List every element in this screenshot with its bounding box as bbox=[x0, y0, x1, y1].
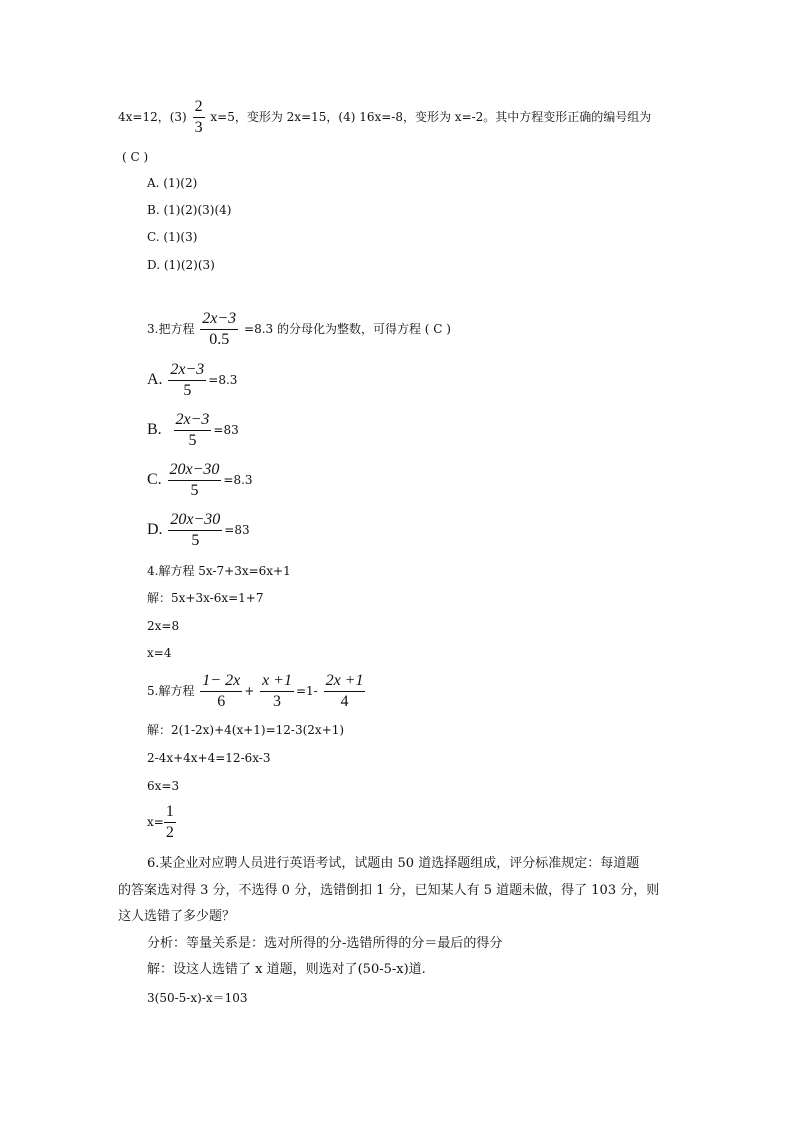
q3-stem-post: =8.3 的分母化为整数，可得方程 ( C ) bbox=[244, 322, 451, 336]
q5-fraction-2-numerator: x +1 bbox=[260, 672, 294, 692]
q2-statement-line bbox=[118, 98, 651, 137]
q5-plus: + bbox=[244, 684, 255, 698]
q3-option-denominator: 5 bbox=[188, 432, 197, 449]
q3-stem-pre: 3.把方程 bbox=[147, 322, 195, 336]
q3-option-rhs: =83 bbox=[224, 523, 250, 537]
q2-option-d: D. (1)(2)(3) bbox=[147, 258, 215, 272]
q5-fraction-3-denominator: 4 bbox=[340, 693, 349, 710]
q2-option-a: A. (1)(2) bbox=[147, 176, 198, 190]
q5-stem bbox=[147, 672, 367, 711]
q4-step-1: 解：5x+3x-6x=1+7 bbox=[147, 591, 264, 605]
q3-option-b bbox=[147, 411, 239, 450]
q3-stem bbox=[147, 310, 451, 349]
q2-fraction bbox=[193, 98, 205, 137]
q5-answer-pre: x= bbox=[147, 815, 164, 829]
q6-line-1: 6.某企业对应聘人员进行英语考试，试题由 50 道选择题组成，评分标准规定：每道题 bbox=[147, 856, 640, 871]
q3-option-letter: B. bbox=[147, 421, 162, 438]
q6-line-2: 的答案选对得 3 分，不选得 0 分，选错倒扣 1 分，已知某人有 5 道题未做，得了 103 分，则 bbox=[118, 883, 660, 898]
q3-stem-numerator: 2x−3 bbox=[200, 310, 238, 330]
q3-option-rhs: =8.3 bbox=[223, 473, 253, 487]
q6-equation: 3(50-5-x)-x＝103 bbox=[147, 991, 248, 1005]
q3-option-numerator: 2x−3 bbox=[174, 411, 212, 431]
q4-stem: 4.解方程 5x-7+3x=6x+1 bbox=[147, 564, 291, 578]
q3-option-letter: C. bbox=[147, 471, 162, 488]
q3-option-fraction bbox=[174, 411, 212, 450]
q5-answer-denominator: 2 bbox=[165, 824, 174, 841]
q5-stem-pre: 5.解方程 bbox=[147, 684, 195, 698]
q5-fraction-1-denominator: 6 bbox=[217, 693, 226, 710]
q3-option-denominator: 5 bbox=[191, 532, 200, 549]
q2-statement-pre: 4x=12，(3) bbox=[118, 110, 187, 124]
q6-analysis: 分析：等量关系是：选对所得的分-选错所得的分＝最后的得分 bbox=[147, 936, 503, 951]
q3-option-numerator: 2x−3 bbox=[168, 361, 206, 381]
q4-step-3: x=4 bbox=[147, 646, 172, 660]
q3-option-fraction bbox=[168, 461, 222, 500]
q3-option-fraction bbox=[168, 361, 206, 400]
q5-fraction-3-numerator: 2x +1 bbox=[324, 672, 366, 692]
q3-option-numerator: 20x−30 bbox=[168, 461, 222, 481]
q5-mid: =1- bbox=[295, 684, 318, 698]
q3-option-denominator: 5 bbox=[190, 482, 199, 499]
q5-answer-fraction bbox=[164, 803, 176, 842]
q2-option-b: B. (1)(2)(3)(4) bbox=[147, 203, 232, 217]
q2-fraction-denominator: 3 bbox=[194, 119, 203, 136]
q5-fraction-1-numerator: 1− 2x bbox=[200, 672, 242, 692]
q5-fraction-2-denominator: 3 bbox=[273, 693, 282, 710]
q5-fraction-3 bbox=[324, 672, 366, 711]
q5-fraction-2 bbox=[260, 672, 294, 711]
q3-option-rhs: =83 bbox=[213, 423, 239, 437]
q5-step-3: 6x=3 bbox=[147, 779, 180, 793]
q4-step-2: 2x=8 bbox=[147, 619, 180, 633]
q3-option-rhs: =8.3 bbox=[208, 373, 238, 387]
q3-option-d bbox=[147, 511, 250, 550]
q3-option-denominator: 5 bbox=[183, 382, 192, 399]
q3-stem-denominator: 0.5 bbox=[209, 331, 230, 348]
q3-option-letter: A. bbox=[147, 371, 163, 388]
q5-fraction-1 bbox=[200, 672, 242, 711]
q5-step-2: 2-4x+4x+4=12-6x-3 bbox=[147, 751, 271, 765]
q3-option-c bbox=[147, 461, 253, 500]
q6-line-3: 这人选错了多少题？ bbox=[118, 909, 236, 924]
q3-option-numerator: 20x−30 bbox=[168, 511, 222, 531]
q2-answer: ( C ) bbox=[122, 150, 149, 164]
q2-statement-post: x=5，变形为 2x=15，(4) 16x=-8，变形为 x=-2。其中方程变形正确的编号组为 bbox=[210, 110, 652, 124]
q5-step-1: 解：2(1-2x)+4(x+1)=12-3(2x+1) bbox=[147, 723, 345, 737]
q2-fraction-numerator: 2 bbox=[193, 98, 205, 118]
q3-option-letter: D. bbox=[147, 521, 163, 538]
q3-option-fraction bbox=[168, 511, 222, 550]
q3-stem-fraction bbox=[200, 310, 238, 349]
q3-option-a bbox=[147, 361, 237, 400]
q6-solution: 解：设这人选错了 x 道题，则选对了(50-5-x)道. bbox=[147, 962, 426, 977]
q5-answer-numerator: 1 bbox=[164, 803, 176, 823]
q2-option-c: C. (1)(3) bbox=[147, 230, 198, 244]
q5-answer bbox=[147, 803, 178, 842]
